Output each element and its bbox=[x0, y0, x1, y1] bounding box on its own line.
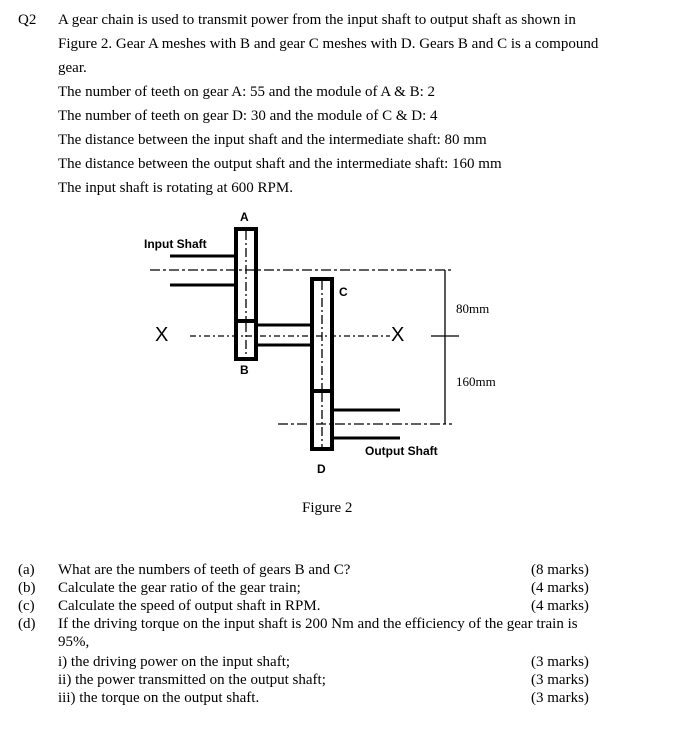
part-c-text: Calculate the speed of output shaft in RPM. bbox=[58, 598, 321, 614]
part-b-label: (b) bbox=[18, 580, 36, 596]
gear-c-label: C bbox=[339, 285, 348, 299]
gear-a-label: A bbox=[240, 210, 249, 224]
given-line-2: The number of teeth on gear D: 30 and the module of C & D: 4 bbox=[58, 108, 438, 124]
dimension-80mm-label: 80mm bbox=[456, 301, 490, 316]
subpart-i-marks: (3 marks) bbox=[531, 654, 589, 670]
section-label-left: X bbox=[155, 324, 169, 346]
given-line-1: The number of teeth on gear A: 55 and the module of A & B: 2 bbox=[58, 84, 436, 100]
intro-line-2: Figure 2. Gear A meshes with B and gear C meshes with D. Gears B and C is a compound bbox=[58, 36, 599, 52]
part-a-label: (a) bbox=[18, 562, 35, 578]
part-c-label: (c) bbox=[18, 598, 35, 614]
given-line-3: The distance between the input shaft and the intermediate shaft: 80 mm bbox=[58, 132, 487, 148]
part-d-text-continued: 95%, bbox=[58, 634, 90, 650]
gear-d-label: D bbox=[317, 462, 326, 476]
intro-line-1: A gear chain is used to transmit power from the input shaft to output shaft as shown in bbox=[58, 12, 576, 28]
intro-line-3: gear. bbox=[58, 60, 87, 76]
part-d-text: If the driving torque on the input shaft is 200 Nm and the efficiency of the gear train is bbox=[58, 616, 578, 632]
gear-b-label: B bbox=[240, 363, 249, 377]
section-label-right: X bbox=[391, 324, 405, 346]
output-shaft-label: Output Shaft bbox=[365, 444, 438, 458]
subpart-ii-text: ii) the power transmitted on the output shaft; bbox=[58, 672, 326, 688]
part-a-text: What are the numbers of teeth of gears B and C? bbox=[58, 562, 351, 578]
part-b-marks: (4 marks) bbox=[531, 580, 589, 596]
input-shaft-label: Input Shaft bbox=[144, 237, 207, 251]
given-line-5: The input shaft is rotating at 600 RPM. bbox=[58, 180, 293, 196]
part-a-marks: (8 marks) bbox=[531, 562, 589, 578]
part-d-label: (d) bbox=[18, 616, 36, 632]
subpart-ii-marks: (3 marks) bbox=[531, 672, 589, 688]
subpart-i-text: i) the driving power on the input shaft; bbox=[58, 654, 291, 670]
part-b-text: Calculate the gear ratio of the gear train; bbox=[58, 580, 301, 596]
figure-caption: Figure 2 bbox=[302, 500, 353, 516]
dimension-160mm-label: 160mm bbox=[456, 374, 496, 389]
question-number: Q2 bbox=[18, 12, 37, 28]
given-line-4: The distance between the output shaft and the intermediate shaft: 160 mm bbox=[58, 156, 502, 172]
subpart-iii-text: iii) the torque on the output shaft. bbox=[58, 690, 260, 706]
part-c-marks: (4 marks) bbox=[531, 598, 589, 614]
subpart-iii-marks: (3 marks) bbox=[531, 690, 589, 706]
